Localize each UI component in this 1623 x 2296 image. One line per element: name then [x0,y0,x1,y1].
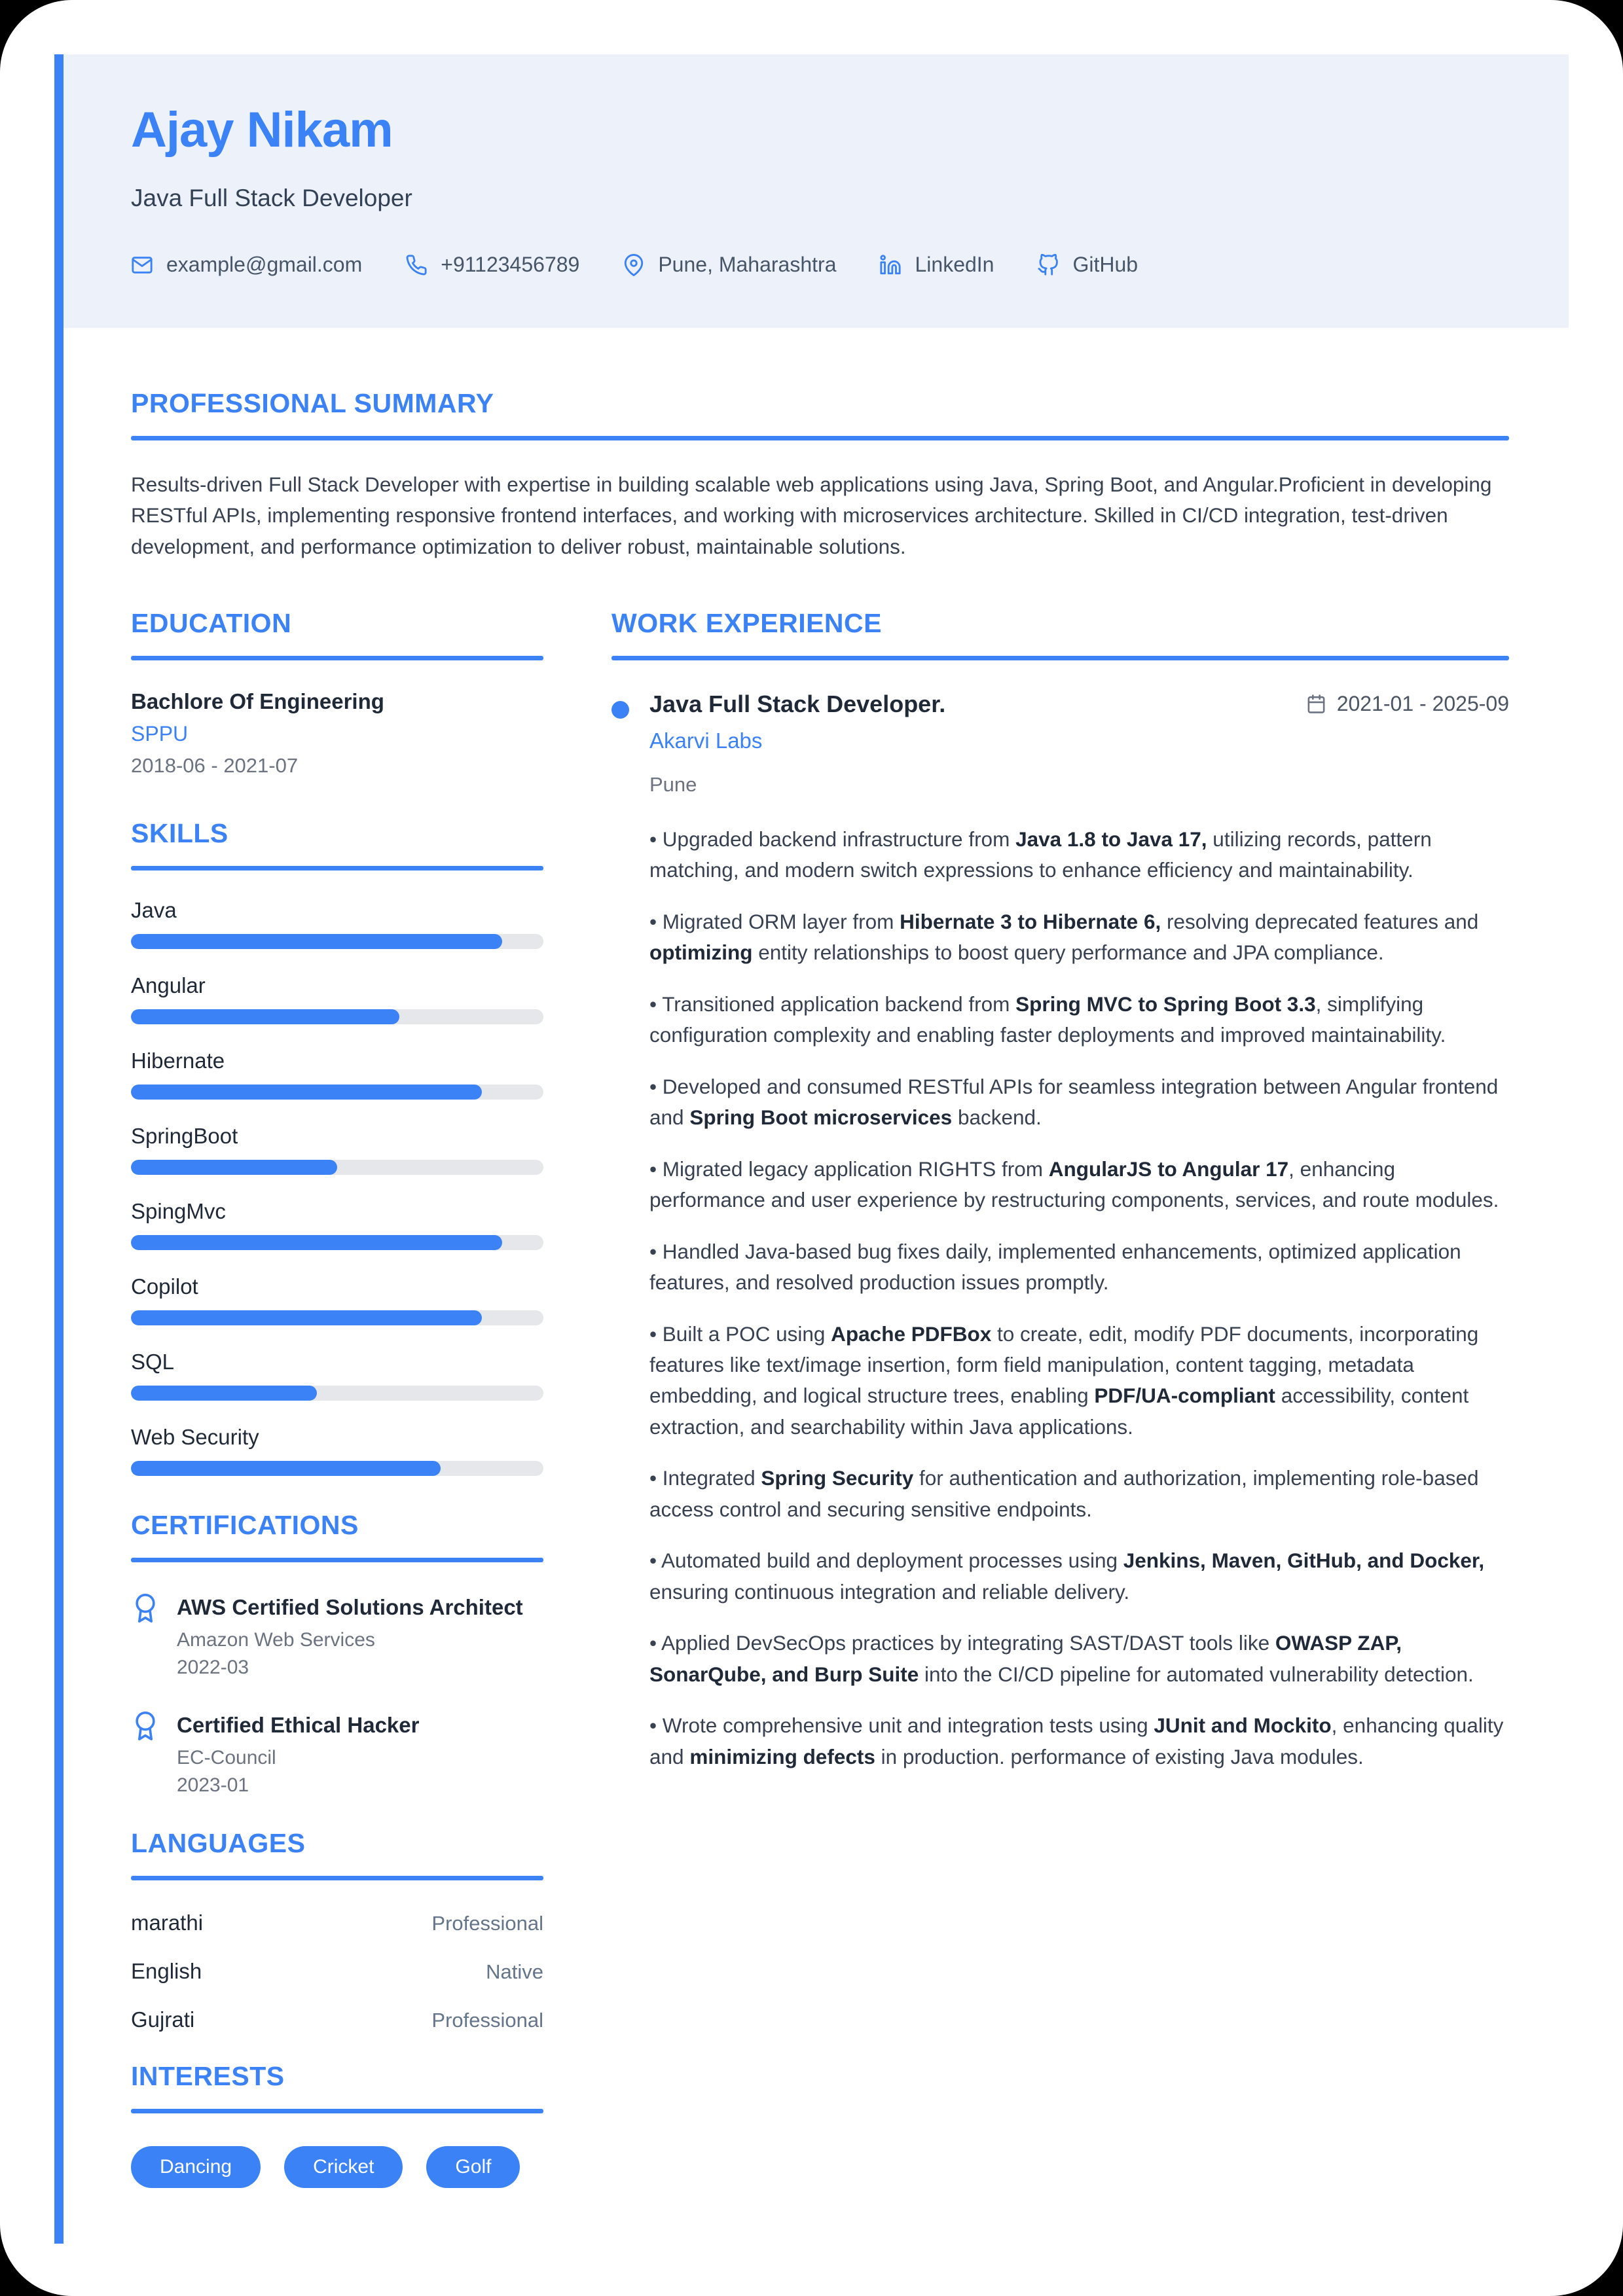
language-name: English [131,1959,202,1984]
bullet-segment: Developed and consumed RESTful APIs for seamless integration between Angular frontend and [649,1074,1499,1129]
experience-section [611,608,1509,1772]
skills-list [131,898,543,1476]
skill-bar-track [131,1386,543,1401]
skills-heading-rule [131,866,543,870]
certification-item [131,1592,543,1679]
education-heading-rule [131,656,543,660]
skill-name: Hibernate [131,1048,225,1073]
summary-section [131,388,1509,562]
contact-text: +91123456789 [441,253,580,276]
skills-heading: SKILLS [131,817,228,848]
job-title: Java Full Stack Developer. [649,690,946,717]
bullet-segment: , enhancing performance and user experience by restructuring components, services, and route modules. [649,1157,1499,1211]
certifications-heading-rule [131,1558,543,1562]
bullet-marker: • [649,1631,657,1655]
language-level: Professional [431,1912,543,1935]
timeline-dot [611,701,629,719]
bullet-segment: Spring Security [761,1466,914,1490]
job-entry [611,691,1509,1772]
bullet-marker: • [649,1157,657,1181]
job-dates-text: 2021-01 - 2025-09 [1336,691,1509,715]
bullet-segment: utilizing records, pattern matching, and modern switch expressions to enhance efficiency and maintainability. [649,827,1432,882]
contact-text: LinkedIn [915,253,994,276]
right-column [611,608,1509,1785]
education-degree: Bachlore Of Engineering [131,689,384,713]
skill-bar-fill [131,1310,482,1325]
skill-bar-track [131,1009,543,1024]
skill-bar-track [131,1310,543,1325]
calendar-icon [1306,694,1326,714]
job-dates [1306,692,1509,716]
bullet-segment: Migrated ORM layer from [662,909,900,933]
skill-bar-track [131,1160,543,1175]
certification-date: 2022-03 [177,1656,249,1678]
education-school[interactable]: SPPU [131,721,189,745]
award-icon [131,1712,160,1740]
languages-section [131,1828,543,2032]
skills-section [131,818,543,1476]
skill-bar-fill [131,1085,482,1100]
bullet-marker: • [649,1074,657,1098]
language-row [131,1959,543,1984]
skill-name: SpingMvc [131,1198,226,1223]
bullet-marker: • [649,1466,657,1490]
bullet-segment: ensuring continuous integration and reliable delivery. [649,1579,1130,1604]
contact-text: example@gmail.com [166,253,363,276]
bullet-segment: AngularJS to Angular 17 [1048,1157,1289,1181]
language-row [131,1910,543,1935]
skill-bar-track [131,1235,543,1250]
bullet-marker: • [649,1239,657,1263]
skill-item [131,1425,543,1476]
bullet-marker: • [649,909,657,933]
skill-item [131,1350,543,1401]
email-icon [131,254,153,276]
interests-heading: INTERESTS [131,2061,285,2092]
education-dates: 2018-06 - 2021-07 [131,753,299,777]
certification-date: 2023-01 [177,1774,249,1797]
person-name: Ajay Nikam [131,102,393,158]
bullet-segment: Spring Boot microservices [689,1105,953,1129]
interest-pill: Golf [426,2146,520,2188]
job-bullet [649,906,1509,969]
bullet-marker: • [649,827,657,851]
two-column-layout [131,608,1509,2188]
phone-icon [405,254,428,276]
certification-issuer: EC-Council [177,1747,276,1769]
languages-heading-rule [131,1876,543,1880]
bullet-segment: Jenkins, Maven, GitHub, and Docker, [1123,1549,1485,1573]
contact-item-github[interactable] [1037,253,1138,277]
skill-bar-track [131,1085,543,1100]
job-bullet [649,1154,1509,1216]
language-level: Professional [431,2009,543,2032]
bullet-segment: Migrated legacy application RIGHTS from [662,1157,1049,1181]
interest-pill: Dancing [131,2146,261,2188]
certification-item [131,1710,543,1797]
github-icon [1037,254,1059,276]
experience-heading: WORK EXPERIENCE [611,607,882,638]
bullet-segment: Hibernate 3 to Hibernate 6, [900,909,1161,933]
job-header [649,691,1509,718]
certifications-heading: CERTIFICATIONS [131,1509,359,1540]
bullet-segment: Handled Java-based bug fixes daily, implemented enhancements, optimized application features, and resolved production issues promptly. [649,1239,1461,1294]
bullet-segment: optimizing [649,941,753,964]
certification-text [177,1592,523,1679]
skill-item [131,898,543,949]
bullet-segment: Automated build and deployment processes using [661,1549,1123,1573]
skill-bar-fill [131,934,502,949]
person-title: Java Full Stack Developer [131,185,412,211]
bullet-segment: in production. performance of existing Java modules. [875,1744,1364,1768]
bullet-segment: Apache PDFBox [831,1321,992,1346]
interest-pill: Cricket [284,2146,403,2188]
bullet-segment: accessibility, content extraction, and searchability within Java applications. [649,1384,1469,1439]
job-bullet [649,1071,1509,1134]
languages-list [131,1910,543,2032]
bullet-segment: into the CI/CD pipeline for automated vulnerability detection. [919,1662,1474,1686]
contact-row [131,253,1529,277]
skill-item [131,1199,543,1250]
skill-bar-fill [131,1461,441,1476]
bullet-segment: Applied DevSecOps practices by integrating SAST/DAST tools like [661,1631,1275,1655]
contact-item-email[interactable] [131,253,362,277]
skill-name: Angular [131,973,206,997]
skill-bar-track [131,934,543,949]
job-bullet [649,1319,1509,1443]
skill-name: SpringBoot [131,1123,238,1148]
bullet-marker: • [649,1321,657,1346]
bullet-marker: • [649,1549,657,1573]
linkedin-icon [879,254,902,276]
award-icon [131,1594,160,1623]
bullet-segment: , simplifying configuration complexity and enabling faster deployments and improved maintainability. [649,992,1446,1047]
contact-item-phone[interactable] [405,253,579,277]
job-bullet [649,1710,1509,1772]
location-icon [623,254,645,276]
bullet-segment: Built a POC using [662,1321,831,1346]
skill-item [131,1124,543,1175]
skill-name: SQL [131,1349,175,1374]
certification-text [177,1710,419,1797]
bullet-segment: to create, edit, modify PDF documents, incorporating features like text/image insertion, form field manipulation, content tagging, metadata embedding, and logical structure trees, enabling [649,1321,1479,1408]
summary-heading-rule [131,436,1509,440]
job-bullet [649,1628,1509,1690]
language-row [131,2007,543,2032]
bullet-segment: Integrated [662,1466,761,1490]
contact-text: GitHub [1072,253,1139,276]
skill-item [131,1049,543,1100]
skill-bar-fill [131,1235,502,1250]
bullet-segment: backend. [952,1105,1042,1129]
skill-bar-fill [131,1386,317,1401]
bullet-segment: minimizing defects [689,1744,875,1768]
job-location: Pune [649,772,697,796]
bullet-segment: Transitioned application backend from [662,992,1016,1016]
calendar-icon [1306,694,1326,714]
experience-heading-rule [611,656,1509,660]
bullet-segment: , enhancing quality and [649,1713,1504,1768]
bullet-segment: entity relationships to boost query performance and JPA compliance. [752,941,1384,964]
bullet-marker: • [649,1713,657,1738]
summary-heading: PROFESSIONAL SUMMARY [131,388,494,418]
interests-section [131,2061,543,2188]
education-section [131,608,543,778]
job-bullet-list [649,824,1509,1772]
job-bullet [649,1545,1509,1607]
education-entry [131,689,543,778]
bullet-segment: Spring MVC to Spring Boot 3.3 [1015,992,1316,1016]
certification-title: AWS Certified Solutions Architect [177,1594,523,1619]
bullet-segment: PDF/UA-compliant [1094,1384,1275,1408]
interests-heading-rule [131,2109,543,2113]
certification-issuer: Amazon Web Services [177,1628,375,1651]
certifications-list [131,1592,543,1797]
interests-pill-list [131,2146,543,2188]
bullet-segment: for authentication and authorization, implementing role-based access control and securing sensitive endpoints. [649,1466,1479,1521]
skill-bar-fill [131,1009,399,1024]
certifications-section [131,1510,543,1797]
content [131,388,1509,2188]
skill-name: Web Security [131,1424,259,1449]
contact-text: Pune, Maharashtra [658,253,837,276]
contact-item-linkedin[interactable] [879,253,994,277]
bullet-segment: resolving deprecated features and [1161,909,1479,933]
bullet-segment: OWASP ZAP, SonarQube, and Burp Suite [649,1631,1402,1686]
bullet-segment: JUnit and Mockito [1154,1713,1332,1738]
header [64,54,1569,328]
job-company[interactable]: Akarvi Labs [649,728,763,753]
bullet-marker: • [649,992,657,1016]
skill-name: Copilot [131,1274,198,1299]
skill-name: Java [131,897,177,922]
skill-item [131,1274,543,1325]
language-name: Gujrati [131,2007,195,2032]
certification-title: Certified Ethical Hacker [177,1712,420,1737]
education-heading: EDUCATION [131,607,292,638]
bullet-segment: Upgraded backend infrastructure from [662,827,1016,851]
left-accent-bar [54,54,64,2244]
job-bullet [649,1236,1509,1299]
job-bullet [649,824,1509,886]
language-name: marathi [131,1910,204,1935]
bullet-segment: Wrote comprehensive unit and integration tests using [662,1713,1154,1738]
skill-bar-fill [131,1160,337,1175]
job-bullet [649,989,1509,1051]
contact-item-location [623,253,836,277]
left-column [131,608,543,2188]
bullet-segment: Java 1.8 to Java 17, [1015,827,1207,851]
job-bullet [649,1463,1509,1525]
language-level: Native [486,1960,543,1984]
skill-item [131,973,543,1024]
summary-text: Results-driven Full Stack Developer with expertise in building scalable web applications using Java, Spring Boot, and Angular.Proficient in developing RESTful APIs, implementing responsive frontend interfaces, and working with microservices architecture. Skilled in CI/CD integration, test-driven development, and performance optimization to deliver robust, maintainable solutions. [131,473,1492,558]
languages-heading: LANGUAGES [131,1828,306,1859]
skill-bar-track [131,1461,543,1476]
